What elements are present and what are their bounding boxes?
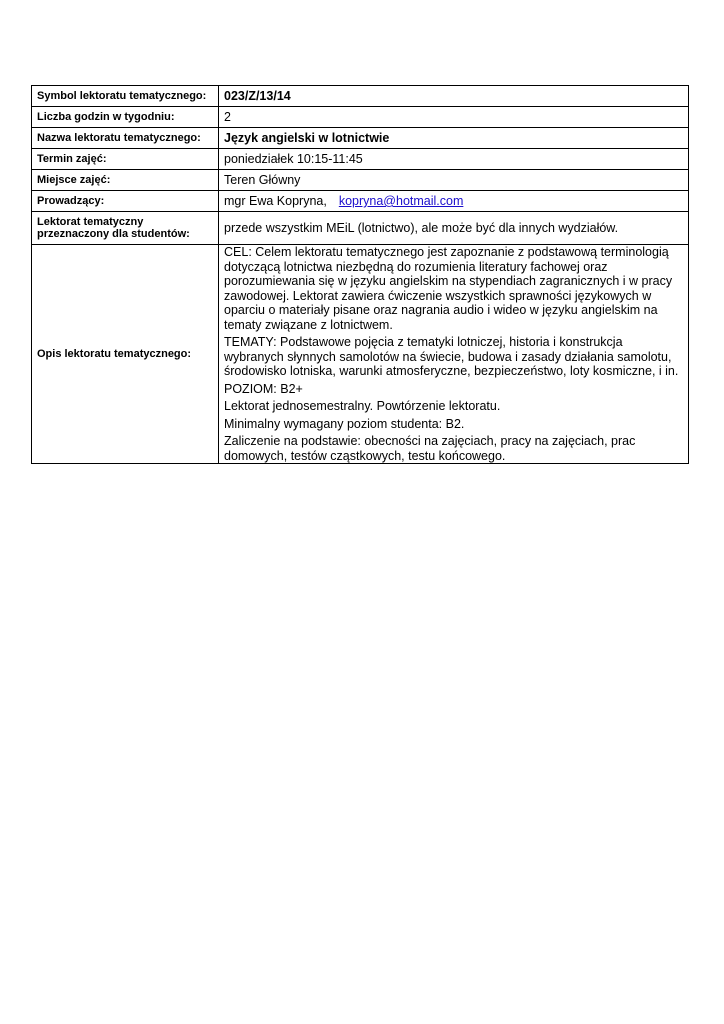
audience-label-line2: przeznaczony dla studentów: <box>37 228 190 240</box>
row-term <box>32 149 689 170</box>
description-label: Opis lektoratu tematycznego: <box>32 245 219 464</box>
place-value: Teren Główny <box>219 170 689 191</box>
instructor-value <box>219 191 689 212</box>
description-level: POZIOM: B2+ <box>224 381 303 396</box>
description-assessment: Zaliczenie na podstawie: obecności na zajęciach, pracy na zajęciach, prac domowych, testów cząstkowych, testu końcowego. <box>224 434 636 463</box>
description-duration: Lektorat jednosemestralny. Powtórzenie lektoratu. <box>224 399 501 413</box>
audience-label-line1: Lektorat tematyczny <box>37 216 144 228</box>
place-label: Miejsce zajęć: <box>32 170 219 191</box>
symbol-value: 023/Z/13/14 <box>219 86 689 107</box>
hours-label: Liczba godzin w tygodniu: <box>32 107 219 128</box>
row-name <box>32 128 689 149</box>
symbol-label: Symbol lektoratu tematycznego: <box>32 86 219 107</box>
description-goal: CEL: Celem lektoratu tematycznego jest zapoznanie z podstawową terminologią dotyczącą lotnictwa niezbędną do rozumienia literatury fachowej oraz porozumiewania się w języku angielskim na stypendiach zagranicznych i w pracy zawodowej. Lektorat zawiera ćwiczenie wszystkich sprawności językowych w oparciu o materiały pisane oraz nagrania audio i wideo w języku angielskim na tematy związane z lotnictwem. <box>224 245 673 332</box>
term-value: poniedziałek 10:15-11:45 <box>219 149 689 170</box>
document-page <box>31 85 689 464</box>
description-minimum: Minimalny wymagany poziom studenta: B2. <box>224 416 465 431</box>
name-label: Nazwa lektoratu tematycznego: <box>32 128 219 149</box>
row-hours <box>32 107 689 128</box>
instructor-email-link[interactable]: kopryna@hotmail.com <box>338 194 464 208</box>
audience-label <box>32 212 219 245</box>
description-value <box>219 245 689 464</box>
instructor-name: mgr Ewa Kopryna, <box>224 194 327 208</box>
row-audience <box>32 212 689 245</box>
audience-value: przede wszystkim MEiL (lotnictwo), ale może być dla innych wydziałów. <box>219 212 689 245</box>
course-name-value: Język angielski w lotnictwie <box>219 128 689 149</box>
instructor-label: Prowadzący: <box>32 191 219 212</box>
row-symbol <box>32 86 689 107</box>
description-topics: TEMATY: Podstawowe pojęcia z tematyki lotniczej, historia i konstrukcja wybranych słynnych samolotów na świecie, budowa i zasady działania samolotu, środowisko lotniska, warunki atmosferyczne, bezpieczeństwo, loty kosmiczne, i in. <box>224 335 679 378</box>
course-info-table <box>31 85 689 464</box>
term-label: Termin zajęć: <box>32 149 219 170</box>
row-instructor <box>32 191 689 212</box>
hours-value: 2 <box>219 107 689 128</box>
row-place <box>32 170 689 191</box>
row-description <box>32 245 689 464</box>
